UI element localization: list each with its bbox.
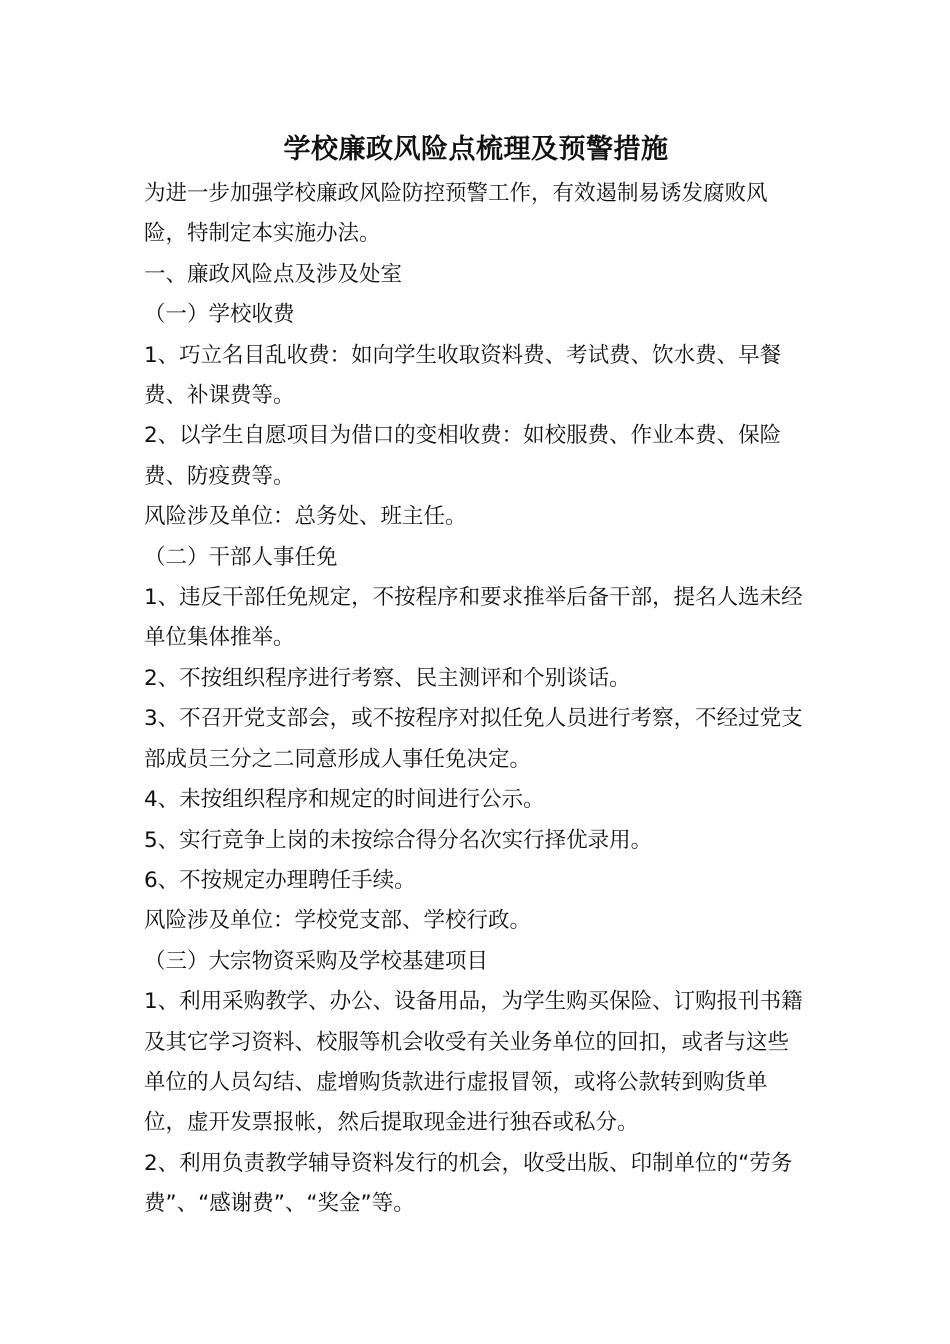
risk-unit-line: 风险涉及单位：总务处、班主任。 (144, 504, 467, 530)
list-item: 1、巧立名目乱收费：如向学生收取资料费、考试费、饮水费、早餐费、补课费等。 (144, 342, 782, 409)
list-item: 2、不按组织程序进行考察、民主测评和个别谈话。 (144, 665, 631, 691)
subsection-heading: （三）大宗物资采购及学校基建项目 (144, 948, 489, 974)
list-item: 6、不按规定办理聘任手续。 (144, 867, 416, 893)
section-heading: 一、廉政风险点及涉及处室 (144, 261, 403, 287)
subsection-heading: （一）学校收费 (144, 302, 295, 328)
document-page (144, 126, 808, 1225)
list-item: 4、未按组织程序和规定的时间进行公示。 (144, 787, 545, 813)
subsection-heading: （二）干部人事任免 (144, 544, 338, 570)
list-item: 2、以学生自愿项目为借口的变相收费：如校服费、作业本费、保险费、防疫费等。 (144, 423, 782, 489)
risk-unit-line: 风险涉及单位：学校党支部、学校行政。 (144, 908, 532, 934)
document-title: 学校廉政风险点梳理及预警措施 (283, 134, 669, 165)
list-item: 1、利用采购教学、办公、设备用品，为学生购买保险、订购报刊书籍及其它学习资料、校服等机会收受有关业务单位的回扣，或者与这些单位的人员勾结、虚增购货款进行虚报冒领，或将公款转到购货单位，虚开发票报帐，然后提取现金进行独吞或私分。 (144, 989, 803, 1136)
list-item: 5、实行竞争上岗的未按综合得分名次实行择优录用。 (144, 827, 653, 853)
intro-paragraph: 为进一步加强学校廉政风险防控预警工作，有效遏制易诱发腐败风险，特制定本实施办法。 (144, 181, 768, 247)
list-item: 3、不召开党支部会，或不按程序对拟任免人员进行考察，不经过党支部成员三分之二同意形成人事任免决定。 (144, 706, 803, 772)
list-item: 2、利用负责教学辅导资料发行的机会，收受出版、印制单位的“劳务费”、“感谢费”、“奖金”等。 (144, 1150, 793, 1217)
list-item: 1、违反干部任免规定，不按程序和要求推举后备干部，提名人选未经单位集体推举。 (144, 585, 803, 651)
